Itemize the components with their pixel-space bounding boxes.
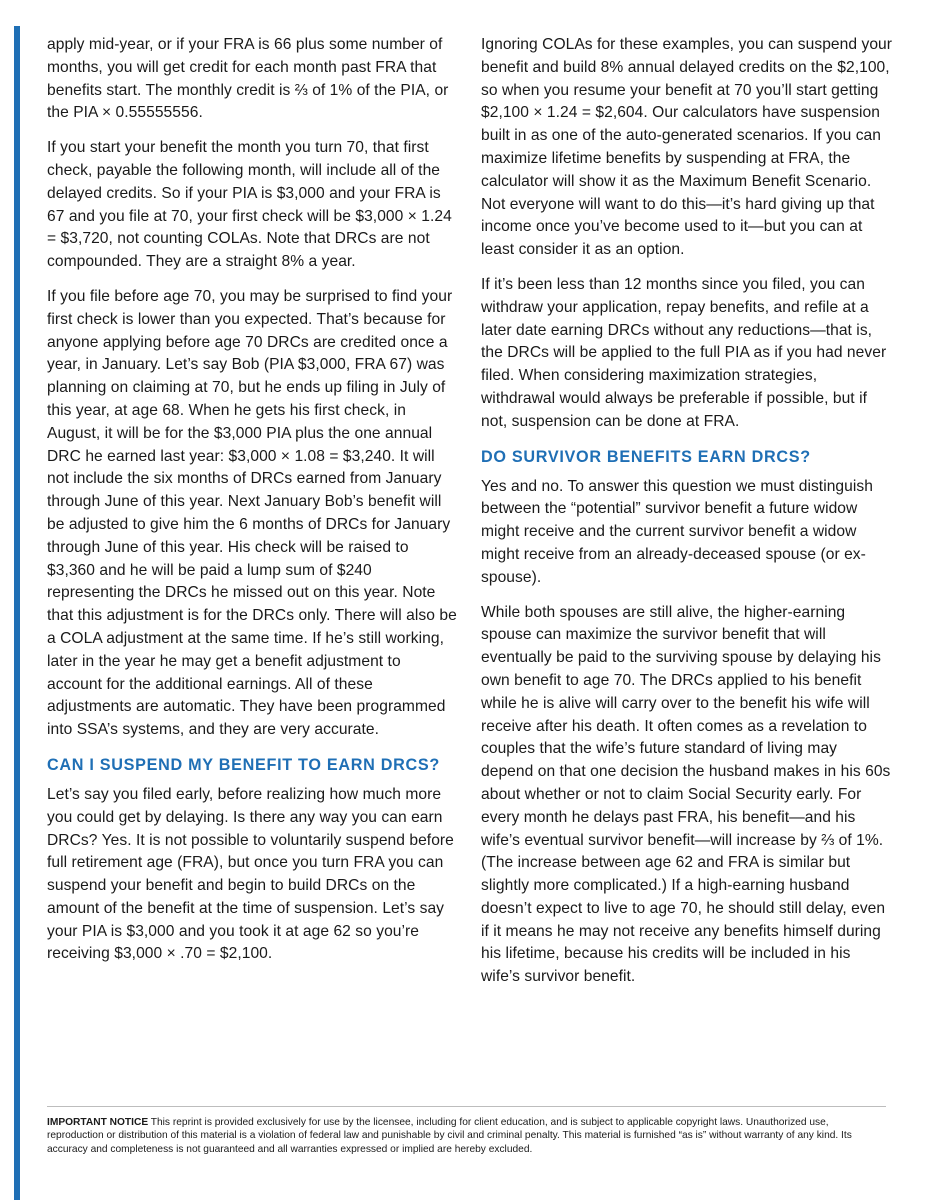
paragraph: Ignoring COLAs for these examples, you can suspend your benefit and build 8% annual delayed credits on the $2,100, so when you resume your benefit at 70 you’ll start getting $2,100 × 1.24 = $2,604. Our calculators have suspension built in as one of the auto-generated scenarios. If you can maximize lifetime benefits by suspending at FRA, the calculator will show it as the Maximum Benefit Scenario. Not everyone will want to do this—it’s hard giving up that income once you’ve become used to it—but you can at least consider it as an option.	[481, 36, 893, 259]
accent-bar	[14, 26, 20, 1200]
paragraph: apply mid-year, or if your FRA is 66 plus some number of months, you will get credit for each month past FRA that benefits start. The monthly credit is ⅔ of 1% of the PIA, or the PIA × 0.55555556.	[47, 36, 449, 122]
notice-label: IMPORTANT NOTICE	[47, 1117, 149, 1128]
right-column	[481, 34, 893, 1001]
paragraph: If it’s been less than 12 months since you filed, you can withdraw your application, repay benefits, and refile at a later date earning DRCs without any reductions—that is, the DRCs will be applied to the full PIA as if you had never filed. When considering maximization strategies, withdrawal would always be preferable if possible, but if not, suspension can be done at FRA.	[481, 275, 887, 430]
paragraph: Let’s say you filed early, before realizing how much more you could get by delaying. Is there any way you can earn DRCs? Yes. It is not possible to voluntarily suspend before full retirement age (FRA), but once you turn FRA you can suspend your benefit and begin to build DRCs on the amount of the benefit at the time of suspension. Let’s say your PIA is $3,000 and you took it at age 62 so you’re receiving $3,000 × .70 = $2,100.	[47, 785, 454, 963]
notice-divider	[47, 1106, 886, 1107]
left-column	[47, 34, 459, 978]
notice-text: This reprint is provided exclusively for use by the licensee, including for client education, and is subject to applicable copyright laws. Unauthorized use, reproduction or distribution of this material is a violation of federal law and punishable by civil and criminal penalty. This material is furnished “as is” without warranty of any kind. Its accuracy and completeness is not guaranteed and all warranties expressed or implied are hereby excluded.	[47, 1117, 852, 1155]
paragraph: While both spouses are still alive, the higher-earning spouse can maximize the survivor benefit that will eventually be paid to the surviving spouse by delaying his own benefit to age 70. The DRCs applied to his benefit while he is alive will carry over to the benefit his wife will receive after his death. It often comes as a revelation to couples that the wife’s future standard of living may depend on that one decision the husband makes in his 60s about whether or not to claim Social Security early. For every month he delays past FRA, his benefit—and his wife’s eventual survivor benefit—will increase by ⅔ of 1%. (The increase between age 62 and FRA is similar but slightly more complicated.) If a high-earning husband doesn’t expect to live to age 70, he should still delay, even if it means he may not receive any benefits himself during his lifetime, because his credits will be included in his wife’s survivor benefit.	[481, 603, 891, 986]
section-heading: DO SURVIVOR BENEFITS EARN DRCS?	[481, 447, 811, 466]
paragraph: Yes and no. To answer this question we must distinguish between the “potential” survivor benefit a future widow might receive and the current survivor benefit a widow might receive from an already-deceased spouse (or ex-spouse).	[481, 477, 873, 586]
section-heading: CAN I SUSPEND MY BENEFIT TO EARN DRCS?	[47, 755, 440, 774]
important-notice	[47, 1116, 886, 1156]
paragraph: If you file before age 70, you may be surprised to find your first check is lower than you expected. That’s because for anyone applying before age 70 DRCs are credited once a year, in January. Let’s say Bob (PIA $3,000, FRA 67) was planning on claiming at 70, but he ends up filing in July of this year, at age 68. When he gets his first check, in August, it will be for the $3,000 PIA plus the one annual DRC he earned last year: $3,000 × 1.08 = $3,240. It will not include the six months of DRCs earned from January through June of this year. Next January Bob’s benefit will be adjusted to give him the 6 months of DRCs for January through June of this year. His check will be raised to $3,360 and he will be paid a lump sum of $240 representing the DRCs he missed out on this year. Note that this adjustment is for the DRCs only. There will also be a COLA adjustment at the same time. If he’s still working, later in the year he may get a benefit adjustment to account for the additional earnings. All of these adjustments are automatic. They have been programmed into SSA’s systems, and they are very accurate.	[47, 287, 457, 739]
paragraph: If you start your benefit the month you turn 70, that first check, payable the following month, will include all of the delayed credits. So if your PIA is $3,000 and your FRA is 67 and you file at 70, your first check will be $3,000 × 1.24 = $3,720, not counting COLAs. Note that DRCs are not compounded. They are a straight 8% a year.	[47, 139, 452, 271]
